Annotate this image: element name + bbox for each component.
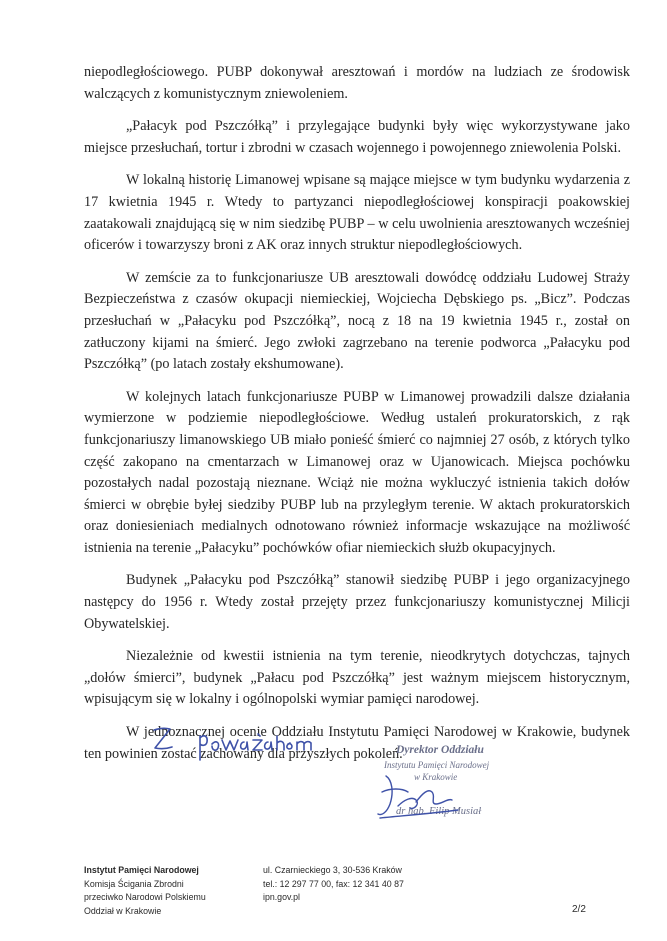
footer-org-name: Instytut Pamięci Narodowej	[84, 865, 199, 875]
paragraph: W jednoznacznej ocenie Oddziału Instytutu Pamięci Narodowej w Krakowie, budynek ten powinien zostać zachowany dla przyszłych pokoleń.	[84, 724, 630, 762]
footer-phone: tel.: 12 297 77 00, fax: 12 341 40 87	[263, 878, 404, 889]
page-number: 2/2	[572, 904, 586, 915]
signature	[368, 770, 478, 825]
footer-org-line: przeciwko Narodowi Polskiemu	[84, 892, 206, 902]
stamp-institution: Instytutu Pamięci Narodowej	[384, 760, 490, 770]
stamp-name: dr hab. Filip Musiał	[396, 806, 482, 817]
footer-address: ul. Czarnieckiego 3, 30-536 Kraków	[263, 865, 402, 875]
footer-organization	[84, 864, 206, 918]
stamp-title: Dyrektor Oddziału	[396, 744, 484, 756]
paragraph: W lokalną historię Limanowej wpisane są mające miejsce w tym budynku wydarzenia z 17 kwietnia 1945 r. Wtedy to partyzanci niepodległościowej konspiracji poakowskiej zaatakowali znajdującą się w nim siedzibę PUBP – w celu uwolnienia aresztowanych wcześniej oficerów i towarzyszy broni z AK oraz innych struktur niepodległościowych.	[84, 172, 630, 254]
paragraph: Niezależnie od kwestii istnienia na tym terenie, nieodkrytych dotychczas, tajnych „dołów śmierci”, budynek „Pałacu pod Pszczółką” jest ważnym miejscem historycznym, wpisującym się w lokalny i ogólnopolski wymiar pamięci narodowej.	[84, 648, 630, 708]
paragraph: niepodległościowego. PUBP dokonywał aresztowań i mordów na ludziach ze środowisk walczących z komunistycznym zniewoleniem.	[84, 64, 630, 102]
paragraph: W kolejnych latach funkcjonariusze PUBP w Limanowej prowadzili dalsze działania wymierzone w podziemie niepodległościowe. Według ustaleń prokuratorskich, z rąk funkcjonariuszy limanowskiego UB miało ponieść śmierć co najmniej 27 osób, z których tylko część zakopano na cmentarzach w Limanowej oraz w Ujanowicach. Miejsca pochówku pozostałych nadal pozostają nieznane. Wciąż nie można wykluczyć istnienia takich dołów śmierci w obrębie byłej siedziby PUBP lub na przyległym terenie. W aktach prokuratorskich oraz doniesieniach medialnych odnotowano również informacje wskazujące na możliwość istnienia na terenie „Pałacyku” pochówków ofiar niemieckich służb okupacyjnych.	[84, 388, 630, 556]
paragraph: „Pałacyk pod Pszczółką” i przylegające budynki były więc wykorzystywane jako miejsce przesłuchań, tortur i zbrodni w czasach wojennego i powojennego zniewolenia Polski.	[84, 118, 630, 156]
paragraph: Budynek „Pałacyku pod Pszczółką” stanowił siedzibę PUBP i jego organizacyjnego następcy do 1956 r. Wtedy został przejęty przez funkcjonariuszy komunistycznej Milicji Obywatelskiej.	[84, 572, 630, 632]
footer-website[interactable]: ipn.gov.pl	[263, 892, 301, 902]
handwritten-closing	[150, 722, 360, 772]
footer-org-line: Komisja Ścigania Zbrodni	[84, 878, 184, 889]
letter-body	[84, 62, 630, 776]
footer-contact	[263, 864, 404, 905]
footer-org-line: Oddział w Krakowie	[84, 905, 162, 916]
paragraph: W zemście za to funkcjonariusze UB aresztowali dowódcę oddziału Ludowej Straży Bezpieczeństwa z czasów okupacji niemieckiej, Wojciecha Dębskiego ps. „Bicz”. Podczas przesłuchań w „Pałacyku pod Pszczółką”, nocą z 18 na 19 kwietnia 1945 r., został on zatłuczony kijami na śmierć. Jego zwłoki zagrzebano na terenie podworca „Pałacyku pod Pszczółką” (po latach zostały ekshumowane).	[84, 269, 630, 373]
stamp-city: w Krakowie	[414, 772, 458, 782]
